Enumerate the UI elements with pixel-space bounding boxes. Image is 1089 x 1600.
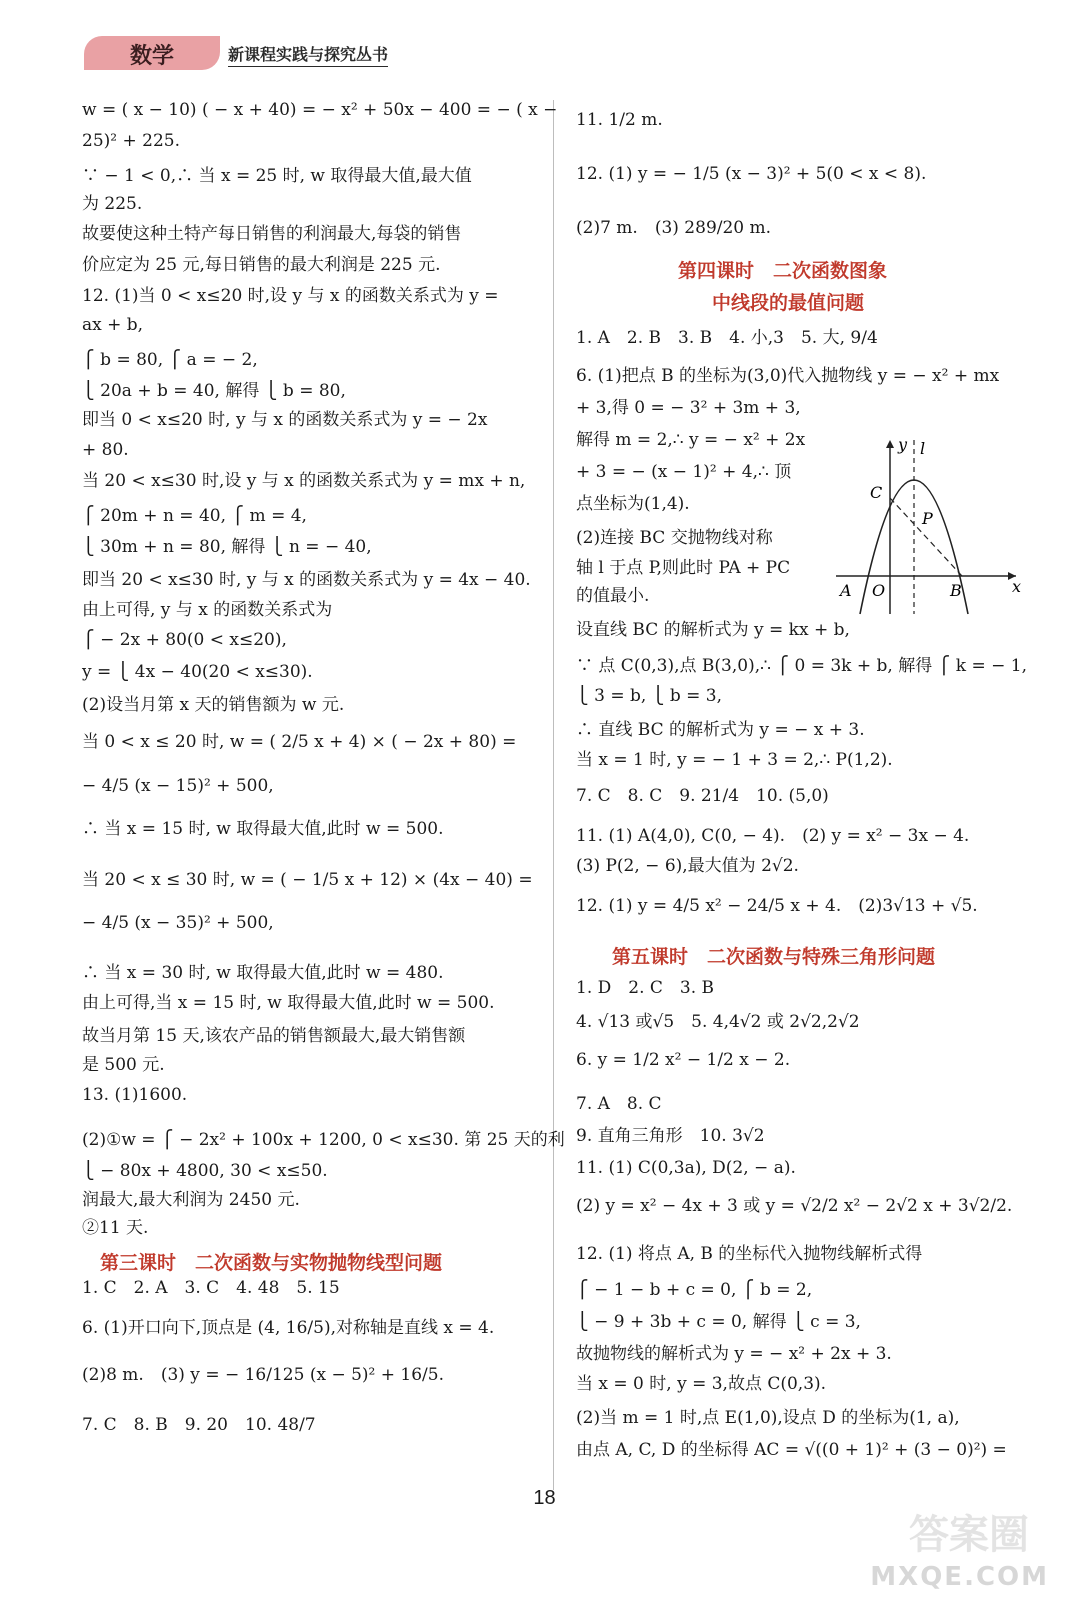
text-line: ∴ 当 x = 15 时, w 取得最大值,此时 w = 500. — [82, 819, 444, 839]
text-line: 润最大,最大利润为 2450 元. — [82, 1190, 300, 1210]
text-line: 当 0 < x ≤ 20 时, w = ( 2/5 x + 4) × ( − 2x + 80) = — [82, 732, 517, 752]
text-line: 6. (1)把点 B 的坐标为(3,0)代入抛物线 y = − x² + mx — [576, 366, 1000, 386]
text-line: + 80. — [82, 440, 129, 460]
text-line: − 4/5 (x − 15)² + 500, — [82, 776, 274, 796]
text-line: 11. (1) A(4,0), C(0, − 4). (2) y = x² − 3x − 4. — [576, 826, 970, 846]
text-line: ②11 天. — [82, 1218, 149, 1238]
text-line: ⎧ − 2x + 80(0 < x≤20), — [82, 630, 287, 650]
watermark-logo: 答案圈 — [909, 1512, 1029, 1558]
label-x: x — [1012, 577, 1022, 596]
text-line: 11. 1/2 m. — [576, 110, 663, 130]
text-line: 由上可得, y 与 x 的函数关系式为 — [82, 600, 333, 620]
text-line: 13. (1)1600. — [82, 1085, 188, 1105]
section-title: 第三课时 二次函数与实物抛物线型问题 — [100, 1252, 443, 1274]
text-line: 价应定为 25 元,每日销售的最大利润是 225 元. — [82, 255, 441, 275]
text-line: ⎩ 3 = b, ⎩ b = 3, — [576, 686, 723, 706]
text-line: 7. A 8. C — [576, 1094, 662, 1114]
y-axis-arrow — [886, 440, 894, 448]
text-line: 11. (1) C(0,3a), D(2, − a). — [576, 1158, 796, 1178]
text-line: 故抛物线的解析式为 y = − x² + 2x + 3. — [576, 1344, 892, 1364]
text-line: 设直线 BC 的解析式为 y = kx + b, — [576, 620, 850, 640]
text-line: 12. (1) y = − 1/5 (x − 3)² + 5(0 < x < 8). — [576, 164, 927, 184]
text-line: 1. D 2. C 3. B — [576, 978, 715, 998]
section-title: 第五课时 二次函数与特殊三角形问题 — [612, 946, 936, 968]
section-title: 中线段的最值问题 — [712, 292, 865, 314]
text-line: 的值最小. — [576, 586, 650, 606]
text-line: ⎧ b = 80, ⎧ a = − 2, — [82, 350, 258, 370]
text-line: 轴 l 于点 P,则此时 PA + PC — [576, 558, 791, 578]
text-line: 由上可得,当 x = 15 时, w 取得最大值,此时 w = 500. — [82, 993, 495, 1013]
label-o: O — [872, 581, 886, 600]
section-title: 第四课时 二次函数图象 — [678, 260, 888, 282]
text-line: 故要使这种土特产每日销售的利润最大,每袋的销售 — [82, 224, 462, 244]
text-line: 1. C 2. A 3. C 4. 48 5. 15 — [82, 1278, 340, 1298]
text-line: 9. 直角三角形 10. 3√2 — [576, 1126, 765, 1146]
label-l: l — [920, 439, 926, 458]
text-line: 4. √13 或√5 5. 4,4√2 或 2√2,2√2 — [576, 1012, 860, 1032]
text-line: 12. (1) 将点 A, B 的坐标代入抛物线解析式得 — [576, 1244, 923, 1264]
subject-label: 数学 — [129, 44, 174, 69]
text-line: y = ⎩ 4x − 40(20 < x≤30). — [82, 662, 313, 682]
subject-tab — [84, 36, 220, 70]
text-line: ∵ 点 C(0,3),点 B(3,0),∴ ⎧ 0 = 3k + b, 解得 ⎧ k = − 1, — [576, 656, 1027, 676]
text-line: ax + b, — [82, 315, 144, 335]
text-line: ∴ 直线 BC 的解析式为 y = − x + 3. — [576, 720, 865, 740]
text-line: + 3 = − (x − 1)² + 4,∴ 顶 — [576, 462, 792, 482]
text-line: 6. (1)开口向下,顶点是 (4, 16/5),对称轴是直线 x = 4. — [82, 1318, 495, 1338]
text-line: ⎩ − 9 + 3b + c = 0, 解得 ⎩ c = 3, — [576, 1312, 861, 1332]
text-line: 为 225. — [82, 194, 143, 214]
text-line: ⎩ 30m + n = 80, 解得 ⎩ n = − 40, — [82, 537, 372, 557]
text-line: (2)当 m = 1 时,点 E(1,0),设点 D 的坐标为(1, a), — [576, 1408, 960, 1428]
text-line: (2)7 m. (3) 289/20 m. — [576, 218, 772, 238]
text-line: 故当月第 15 天,该农产品的销售额最大,最大销售额 — [82, 1026, 466, 1046]
text-line: 由点 A, C, D 的坐标得 AC = √((0 + 1)² + (3 − 0)²) = — [576, 1440, 1007, 1460]
text-line: 即当 20 < x≤30 时, y 与 x 的函数关系式为 y = 4x − 40. — [82, 570, 531, 590]
text-line: ∵ − 1 < 0,∴ 当 x = 25 时, w 取得最大值,最大值 — [82, 166, 472, 186]
series-title: 新课程实践与探究丛书 — [228, 42, 388, 67]
label-b: B — [950, 581, 962, 600]
page-number: 18 — [533, 1487, 556, 1509]
text-line: 是 500 元. — [82, 1055, 165, 1075]
text-line: (2)8 m. (3) y = − 16/125 (x − 5)² + 16/5. — [82, 1365, 444, 1385]
text-line: ⎩ 20a + b = 40, 解得 ⎩ b = 80, — [82, 381, 346, 401]
text-line: ∴ 当 x = 30 时, w 取得最大值,此时 w = 480. — [82, 963, 444, 983]
text-line: (2)设当月第 x 天的销售额为 w 元. — [82, 695, 345, 715]
text-line: w = ( x − 10) ( − x + 40) = − x² + 50x − 400 = − ( x − — [82, 100, 558, 120]
text-line: 1. A 2. B 3. B 4. 小,3 5. 大, 9/4 — [576, 328, 878, 348]
text-line: 点坐标为(1,4). — [576, 494, 690, 514]
text-line: ⎧ 20m + n = 40, ⎧ m = 4, — [82, 506, 307, 526]
text-line: 当 x = 0 时, y = 3,故点 C(0,3). — [576, 1374, 827, 1394]
text-line: ⎧ − 1 − b + c = 0, ⎧ b = 2, — [576, 1280, 813, 1300]
text-line: (3) P(2, − 6),最大值为 2√2. — [576, 856, 799, 876]
text-line: (2) y = x² − 4x + 3 或 y = √2/2 x² − 2√2 x + 3√2/2. — [576, 1196, 1013, 1216]
text-line: 7. C 8. C 9. 21/4 10. (5,0) — [576, 786, 829, 806]
label-p: P — [922, 509, 933, 528]
text-line: (2)①w = ⎧ − 2x² + 100x + 1200, 0 < x≤30. 第 25 天的利 — [82, 1130, 565, 1150]
text-line: 当 20 < x ≤ 30 时, w = ( − 1/5 x + 12) × (4x − 40) = — [82, 870, 533, 890]
text-line: 12. (1)当 0 < x≤20 时,设 y 与 x 的函数关系式为 y = — [82, 286, 499, 306]
parabola-figure — [836, 436, 1026, 616]
text-line: 7. C 8. B 9. 20 10. 48/7 — [82, 1415, 316, 1435]
text-line: 解得 m = 2,∴ y = − x² + 2x — [576, 430, 806, 450]
label-y: y — [898, 436, 908, 454]
column-divider — [553, 100, 554, 1490]
text-line: + 3,得 0 = − 3² + 3m + 3, — [576, 398, 801, 418]
text-line: − 4/5 (x − 35)² + 500, — [82, 913, 274, 933]
label-c: C — [870, 483, 883, 502]
text-line: ⎩ − 80x + 4800, 30 < x≤50. — [82, 1161, 328, 1181]
text-line: 6. y = 1/2 x² − 1/2 x − 2. — [576, 1050, 791, 1070]
text-line: 12. (1) y = 4/5 x² − 24/5 x + 4. (2)3√13 + √5. — [576, 896, 978, 916]
text-line: 当 x = 1 时, y = − 1 + 3 = 2,∴ P(1,2). — [576, 750, 893, 770]
text-line: 当 20 < x≤30 时,设 y 与 x 的函数关系式为 y = mx + n, — [82, 471, 526, 491]
watermark-url: MXQE.COM — [870, 1562, 1049, 1592]
text-line: 25)² + 225. — [82, 131, 180, 151]
label-a: A — [840, 581, 852, 600]
text-line: (2)连接 BC 交抛物线对称 — [576, 528, 773, 548]
text-line: 即当 0 < x≤20 时, y 与 x 的函数关系式为 y = − 2x — [82, 410, 488, 430]
